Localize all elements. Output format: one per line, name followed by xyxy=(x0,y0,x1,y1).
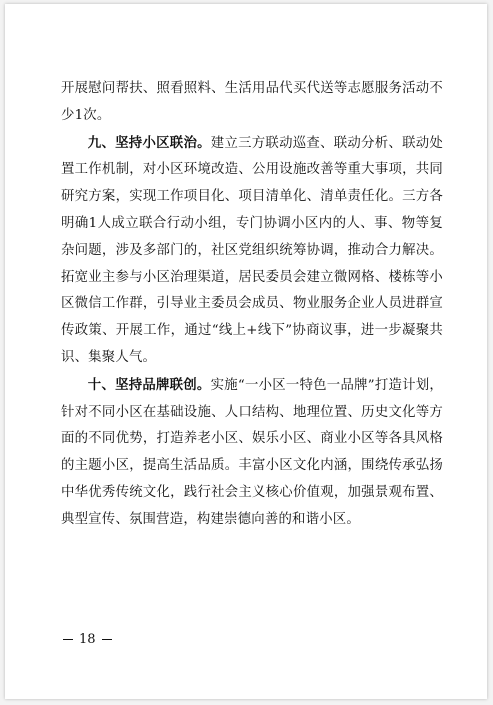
page-footer xyxy=(63,632,112,647)
paragraph-2-text: 建立三方联动巡查、联动分析、联动处置工作机制，对小区环境改造、公用设施改善等重大事项，共同研究方案，实现工作项目化、项目清单化、清单责任化。三方各明确1人成立联合行动小组，专门协调小区内的人、事、物等复杂问题，涉及多部门的，社区党组织统筹协调，推动合力解决。拓宽业主参与小区治理渠道，居民委员会建立微网格、楼栋等小区微信工作群，引导业主委员会成员、物业服务企业人员进群宣传政策、开展工作，通过“线上+线下”协商议事，进一步凝聚共识、集聚人气。 xyxy=(61,135,443,365)
page-number: 18 xyxy=(79,632,96,647)
paragraph-1-text: 开展慰问帮扶、照看照料、生活用品代买代送等志愿服务活动不少1次。 xyxy=(61,81,443,123)
paragraph-3-text: 实施“一小区一特色一品牌”打造计划，针对不同小区在基础设施、人口结构、地理位置、历史文化等方面的不同优势，打造养老小区、娱乐小区、商业小区等各具风格的主题小区，提高生活品质。丰富小区文化内涵，围绕传承弘扬中华优秀传统文化，践行社会主义核心价值观，加强景观布置、典型宣传、氛围营造，构建崇德向善的和谐小区。 xyxy=(61,377,443,527)
section-heading-9: 九、坚持小区联治。 xyxy=(87,134,211,151)
document-body xyxy=(61,76,443,534)
paragraph-1 xyxy=(61,76,443,130)
paragraph-3 xyxy=(61,372,443,534)
paragraph-2 xyxy=(61,130,443,372)
footer-dash-right xyxy=(102,639,112,640)
section-heading-10: 十、坚持品牌联创。 xyxy=(87,376,211,393)
document-page xyxy=(5,4,487,699)
footer-dash-left xyxy=(63,639,73,640)
